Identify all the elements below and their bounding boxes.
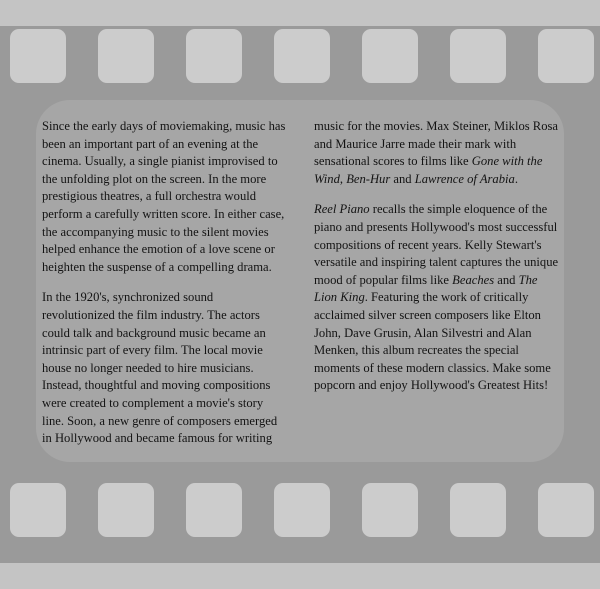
paragraph-4-part-2: . Featuring the work of critically acclaimed silver screen composers like Elton John, Dave Grusin, Alan Silvestri and Alan Menken, this album recreates the special moments of these modern classics. Make some popcorn and enjoy Hollywood's Greatest Hits! bbox=[314, 290, 551, 393]
sprocket-hole bbox=[186, 483, 242, 537]
album-title: Reel Piano bbox=[314, 202, 370, 217]
sprocket-row-top bbox=[0, 24, 600, 88]
film-title-lawrence-of-arabia: Lawrence of Arabia bbox=[414, 171, 515, 186]
sprocket-hole bbox=[450, 483, 506, 537]
paragraph-3-lead: music for the movies. Max Steiner, Miklos Rosa and Maurice Jarre made their mark with sensational scores to films like bbox=[314, 119, 558, 169]
sprocket-hole bbox=[538, 29, 594, 83]
sprocket-hole bbox=[362, 483, 418, 537]
liner-note-text bbox=[42, 118, 560, 448]
sprocket-hole bbox=[98, 483, 154, 537]
sprocket-hole bbox=[10, 29, 66, 83]
film-title-beaches: Beaches bbox=[452, 272, 495, 287]
paragraph-4-part-1: recalls the simple eloquence of the piano and presents Hollywood's most successful compositions of recent years. Kelly Stewart's versatile and inspiring talent captures the unique mood of popular films like bbox=[314, 202, 559, 287]
paragraph-1: Since the early days of moviemaking, music has been an important part of an evening at the cinema. Usually, a single pianist improvised to the unfolding plot on the screen. In the more prestigious theatres, a full orchestra would perform a carefully written score. In either case, the accompanying music to the silent movies helped enhance the emotion of a love scene or heighten the suspense of a compelling drama. bbox=[42, 119, 286, 274]
film-edge-top bbox=[0, 0, 600, 26]
separator-1: , bbox=[339, 171, 347, 186]
film-title-ben-hur: Ben-Hur bbox=[346, 171, 391, 186]
separator-3: and bbox=[494, 272, 519, 287]
left-column bbox=[42, 118, 288, 448]
sprocket-hole bbox=[450, 29, 506, 83]
film-title-gone-with-the-wind: Gone with the Wind bbox=[314, 154, 543, 186]
film-title-the-lion-king: The Lion King bbox=[314, 272, 538, 305]
sprocket-hole bbox=[362, 29, 418, 83]
sprocket-hole bbox=[98, 29, 154, 83]
sprocket-hole bbox=[10, 483, 66, 537]
sprocket-row-bottom bbox=[0, 478, 600, 542]
sprocket-hole bbox=[274, 483, 330, 537]
paragraph-3 bbox=[314, 118, 560, 188]
paragraph-3-end: . bbox=[514, 171, 518, 186]
sprocket-hole bbox=[538, 483, 594, 537]
paragraph-2: In the 1920's, synchronized sound revolutionized the film industry. The actors could talk and background music became an intrinsic part of every film. The local movie house no longer needed to hire musicians. Instead, thoughtful and moving compositions were created to complement a movie's story line. Soon, a new genre of composers emerged in Hollywood and became famous for writing bbox=[42, 290, 278, 446]
film-edge-bottom bbox=[0, 563, 600, 589]
sprocket-hole bbox=[186, 29, 242, 83]
sprocket-hole bbox=[274, 29, 330, 83]
paragraph-4 bbox=[314, 201, 560, 395]
right-column bbox=[314, 118, 560, 448]
separator-2: and bbox=[390, 171, 415, 186]
